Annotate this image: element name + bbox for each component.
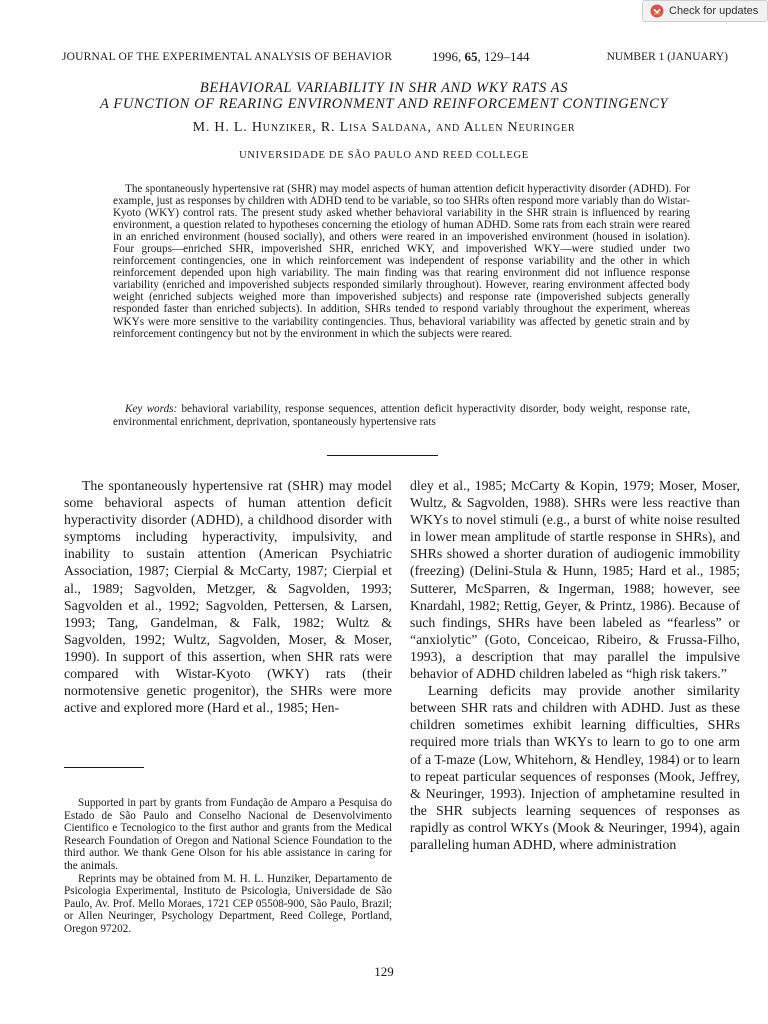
- body-column-left: [64, 477, 392, 716]
- section-divider: [327, 455, 438, 456]
- keywords-label: Key words:: [125, 403, 178, 415]
- footnotes: [64, 797, 392, 936]
- affiliation: UNIVERSIDADE DE SÃO PAULO AND REED COLLEGE: [239, 150, 529, 161]
- body-column-right: [410, 477, 740, 853]
- running-header: [62, 51, 728, 65]
- article-title-line-2: A FUNCTION OF REARING ENVIRONMENT AND REINFORCEMENT CONTINGENCY: [99, 96, 669, 112]
- footnote-reprints: Reprints may be obtained from M. H. L. Hunziker, Departamento de Psicologia Experimental, Instituto de Psicologia, Universidade de São Paulo, Av. Prof. Mello Moraes, 1721 CEP 05508-900, São Paulo, Brazil; or Allen Neuringer, Psychology Department, Reed College, Portland, Oregon 97202.: [64, 872, 392, 935]
- check-for-updates-label: Check for updates: [669, 5, 759, 17]
- paragraph: Learning deficits may provide another similarity between SHR rats and children with ADHD. Just as these children sometimes exhibit learning difficulties, SHRs required more trials than WKYs to learn to go to one arm of a T-maze (Low, Whitehorn, & Hendley, 1984) or to learn to repeat particular sequences of responses (Mook, Jeffrey, & Neuringer, 1993). Injection of amphetamine resulted in the SHR subjects learning sequences of responses as rapidly as control WKYs (Mook & Neuringer, 1994), again paralleling human ADHD, where administration: [410, 683, 740, 852]
- keywords: [113, 403, 690, 428]
- abstract: [113, 183, 690, 340]
- footnote-funding: Supported in part by grants from Fundação de Amparo a Pesquisa do Estado de São Paulo and Conselho Nacional de Desenvolvimento Cientifico e Tecnologico to the first author and grants from the Medical Research Foundation of Oregon and National Science Foundation to the third author. We thank Gene Olson for his able assistance in caring for the animals.: [64, 797, 392, 872]
- article-title-line-1: BEHAVIORAL VARIABILITY IN SHR AND WKY RATS AS: [199, 80, 569, 96]
- keywords-text: behavioral variability, response sequences, attention deficit hyperactivity disorder, body weight, response rate, environmental enrichment, deprivation, spontaneously hypertensive rats: [113, 403, 691, 428]
- issue-info: NUMBER 1 (JANUARY): [606, 51, 728, 63]
- page-number: 129: [374, 964, 394, 979]
- paragraph: dley et al., 1985; McCarty & Kopin, 1979; Moser, Moser, Wultz, & Sagvolden, 1988). SHRs were less reactive than WKYs to novel stimuli (e.g., a burst of white noise resulted in lower mean amplitude of startle response in SHRs), and SHRs showed a shorter duration of audiogenic immobility (freezing) (Delini-Stula & Hunn, 1985; Hard et al., 1985; Sutterer, McSparren, & Ingerman, 1988; however, see Knardahl, 1982; Rettig, Geyer, & Printz, 1986). Because of such findings, SHRs have been labeled as “fearless” or “anxiolytic” (Goto, Conceicao, Ribeiro, & Frussa-Filho, 1993), a description that may parallel the impulsive behavior of ADHD children labeled as “high risk takers.”: [410, 478, 740, 682]
- volume-info: 1996, 65, 129–144: [432, 49, 530, 64]
- authors: M. H. L. Hunziker, R. Lisa Saldana, and Allen Neuringer: [192, 120, 576, 135]
- check-for-updates-button[interactable]: [642, 0, 768, 22]
- footnote-rule: [64, 767, 144, 768]
- journal-name: JOURNAL OF THE EXPERIMENTAL ANALYSIS OF BEHAVIOR: [62, 51, 393, 63]
- crossmark-icon: [650, 4, 664, 18]
- paragraph: The spontaneously hypertensive rat (SHR) may model some behavioral aspects of human attention deficit hyperactivity disorder (ADHD), a childhood disorder with symptoms including hyperactivity, impulsivity, and inability to sustain attention (American Psychiatric Association, 1987; Cierpial & McCarty, 1987; Cierpial et al., 1989; Sagvolden, Metzger, & Sagvolden, 1993; Sagvolden et al., 1992; Sagvolden, Pettersen, & Larsen, 1993; Tang, Gandelman, & Falk, 1982; Wultz & Sagvolden, 1992; Wultz, Sagvolden, Moser, & Moser, 1990). In support of this assertion, when SHR rats were compared with Wistar-Kyoto (WKY) rats (their normotensive genetic progenitor), the SHRs were more active and explored more (Hard et al., 1985; Hen-: [64, 478, 392, 716]
- abstract-text: The spontaneously hypertensive rat (SHR) may model aspects of human attention deficit hyperactivity disorder (ADHD). For example, just as responses by children with ADHD tend to be variable, so too SHRs often respond more variably than do Wistar-Kyoto (WKY) control rats. The present study asked whether behavioral variability in the SHR strain is influenced by rearing environment, a question related to hypotheses concerning the etiology of human ADHD. Some rats from each strain were reared in an enriched environment (housed socially), and others were reared in an impoverished environment (housed in isolation). Four groups—enriched SHR, impoverished SHR, enriched WKY, and impoverished WKY—were studied under two reinforcement contingencies, one in which reinforcement was independent of response variability and the other in which reinforcement depended upon high variability. The main finding was that rearing environment did not influence response variability (enriched and impoverished subjects responded similarly throughout). However, rearing environment affected body weight (enriched subjects weighed more than impoverished subjects) and response rate (impoverished subjects generally responded faster than enriched subjects). In addition, SHRs tended to respond variably throughout the experiment, whereas WKYs were more sensitive to the variability contingencies. Thus, behavioral variability was affected by genetic strain and by reinforcement contingency but not by the environment in which the subjects were reared.: [113, 183, 690, 340]
